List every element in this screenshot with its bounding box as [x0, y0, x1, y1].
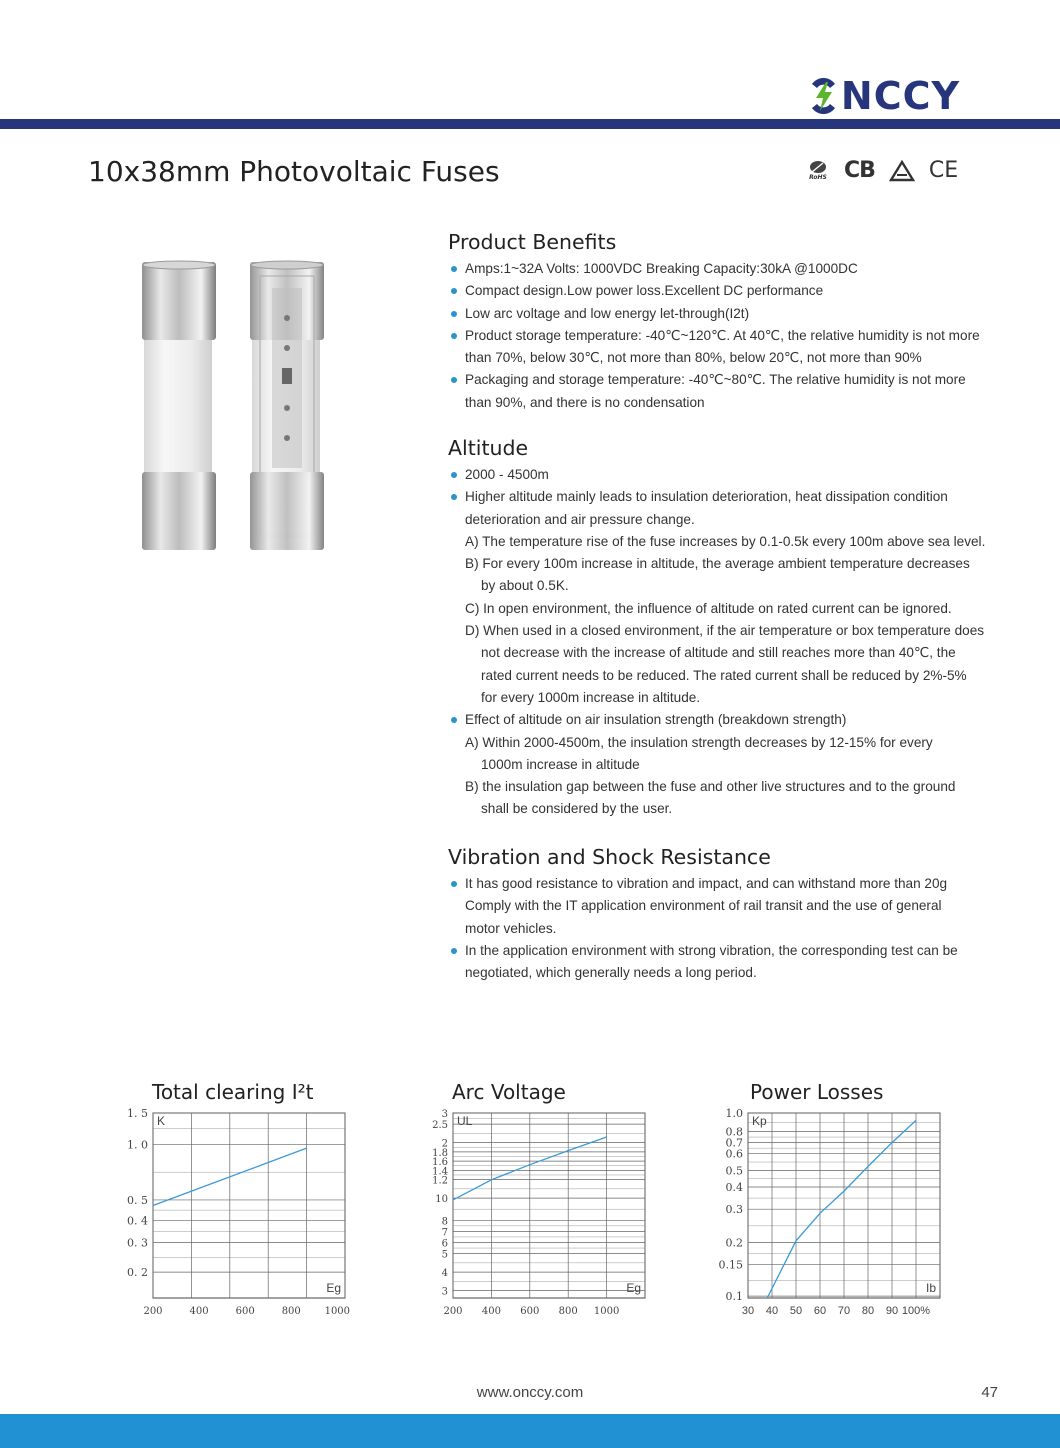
plot-frame [453, 1113, 645, 1298]
y-tick-label: 1.6 [432, 1157, 448, 1169]
benefits-list [448, 258, 1008, 414]
sub-item [448, 553, 985, 598]
y-tick-label: 7 [441, 1227, 448, 1239]
x-tick-label: 200 [443, 1306, 463, 1317]
sub-item-text: C) In open environment, the influence of altitude on rated current can be ignored. [465, 600, 952, 616]
lightning-bolt-icon [809, 78, 839, 114]
y-tick-label: 1. 0 [127, 1138, 148, 1152]
y-tick-label: 0.1 [725, 1290, 743, 1304]
y-tick-label: 8 [441, 1216, 448, 1228]
y-tick-label: 4 [441, 1268, 448, 1280]
list-item: Compact design.Low power loss.Excellent DC performance [448, 280, 1008, 302]
y-tick-label: 0.6 [725, 1147, 743, 1161]
x-tick-label: 40 [765, 1305, 779, 1317]
rohs-mark [806, 160, 830, 181]
y-tick-label: 0. 4 [127, 1214, 148, 1228]
list-item: It has good resistance to vibration and impact, and can withstand more than 20g Comply with the IT application environment of rail transit and the use of general motor vehicles. [448, 873, 975, 940]
triangle-cert-icon [889, 160, 915, 182]
y-tick-label: 0. 3 [127, 1236, 148, 1250]
x-tick-label: 600 [235, 1306, 255, 1317]
y-corner-label: K [157, 1114, 166, 1128]
y-tick-label: 10 [435, 1194, 448, 1206]
leaf-icon [809, 160, 827, 174]
chart-i2t [120, 1100, 350, 1320]
benefits-heading: Product Benefits [448, 230, 617, 254]
fuse-transparent [250, 261, 324, 550]
footer-url: www.onccy.com [476, 1384, 584, 1401]
sub-item-text: B) the insulation gap between the fuse and other live structures and to the ground shall be considered by the user. [465, 779, 956, 817]
y-tick-label: 1. 5 [127, 1107, 148, 1120]
y-tick-label: 0.4 [725, 1181, 743, 1194]
fuse-opaque [142, 261, 216, 550]
chart-title-power-losses: Power Losses [750, 1080, 884, 1104]
sub-item [448, 598, 1008, 620]
list-item: 2000 - 4500m [448, 464, 1008, 486]
list-item: Product storage temperature: -40℃~120℃. At 40℃, the relative humidity is not more than 70%, below 30℃, not more than 80%, below 20℃, not more than 90% [448, 325, 985, 370]
x-corner-label: Eg [626, 1281, 641, 1295]
y-corner-label: Kp [752, 1114, 767, 1128]
sub-item-text: D) When used in a closed environment, if the air temperature or box temperature does not decrease with the increase of altitude and still reaches more than 40℃, the rated current needs to be reduced. The rated current shall be reduced by 2%-5% for every 1000m increase in altitude. [465, 623, 985, 705]
y-tick-label: 0.2 [725, 1236, 743, 1250]
list-item: Low arc voltage and low energy let-through(I2t) [448, 303, 1008, 325]
vibration-heading: Vibration and Shock Resistance [448, 845, 771, 869]
x-tick-label: 1000 [324, 1306, 350, 1317]
chart-title-arc-voltage: Arc Voltage [452, 1080, 566, 1104]
fuse-product-photo [138, 258, 338, 558]
chart-arc-voltage [420, 1100, 650, 1320]
logo-text: NCCY [840, 74, 960, 118]
cb-mark: CB [844, 158, 875, 183]
y-tick-label: 0.8 [725, 1125, 743, 1139]
y-tick-label: 1.8 [432, 1147, 448, 1159]
ce-mark: CE [928, 158, 959, 183]
y-tick-label: 0. 5 [127, 1193, 148, 1207]
x-tick-label: 600 [520, 1306, 540, 1317]
x-tick-label: 70 [837, 1305, 851, 1317]
y-tick-label: 6 [441, 1238, 448, 1250]
x-corner-label: Ib [925, 1281, 936, 1295]
y-tick-label: 0.5 [725, 1164, 743, 1178]
y-tick-label: 2 [441, 1138, 448, 1150]
x-tick-label: 400 [481, 1306, 501, 1317]
sub-item-text: B) For every 100m increase in altitude, the average ambient temperature decreases by about 0.5K. [465, 556, 970, 594]
y-tick-label: 1.2 [432, 1175, 448, 1187]
rohs-label: RoHS [809, 174, 827, 181]
y-tick-label: 0. 2 [127, 1266, 148, 1280]
y-tick-label: 3 [441, 1286, 448, 1298]
x-tick-label: 90 [885, 1305, 899, 1317]
y-tick-label: 0.3 [725, 1203, 743, 1217]
sub-item [448, 732, 975, 777]
list-item: Effect of altitude on air insulation strength (breakdown strength) [448, 709, 1008, 731]
y-tick-label: 1.4 [432, 1166, 448, 1178]
sub-item [448, 776, 985, 821]
x-tick-label: 100% [901, 1305, 931, 1317]
x-tick-label: 80 [861, 1305, 875, 1317]
vibration-list [448, 873, 1008, 984]
footer-band [0, 1414, 1060, 1448]
brand-logo [809, 74, 960, 118]
altitude-list [448, 464, 1008, 821]
x-tick-label: 30 [741, 1305, 755, 1317]
x-corner-label: Eg [326, 1281, 341, 1295]
page-title: 10x38mm Photovoltaic Fuses [88, 155, 500, 188]
y-tick-label: 2.5 [432, 1120, 448, 1132]
y-tick-label: 0.7 [725, 1136, 743, 1150]
y-tick-label: 1.0 [725, 1107, 743, 1120]
sub-item [448, 620, 985, 709]
x-tick-label: 60 [813, 1305, 827, 1317]
header-band [0, 119, 1060, 129]
certification-marks [806, 158, 958, 183]
list-item: In the application environment with strong vibration, the corresponding test can be negotiated, which generally needs a long period. [448, 940, 985, 985]
x-tick-label: 800 [558, 1306, 578, 1317]
chart-title-i2t: Total clearing I²t [152, 1080, 314, 1104]
list-item: Higher altitude mainly leads to insulation deterioration, heat dissipation condition deterioration and air pressure change. [448, 486, 975, 531]
list-item: Amps:1~32A Volts: 1000VDC Breaking Capacity:30kA @1000DC [448, 258, 1008, 280]
x-tick-label: 1000 [593, 1306, 620, 1317]
page-number: 47 [981, 1384, 998, 1401]
x-tick-label: 200 [143, 1306, 163, 1317]
plot-frame [153, 1113, 345, 1298]
y-corner-label: UL [457, 1114, 473, 1128]
sub-item-text: A) The temperature rise of the fuse increases by 0.1-0.5k every 100m above sea level. [465, 533, 986, 549]
x-tick-label: 400 [189, 1306, 209, 1317]
list-item: Packaging and storage temperature: -40℃~80℃. The relative humidity is not more than 90%, and there is no condensation [448, 369, 985, 414]
altitude-heading: Altitude [448, 436, 529, 460]
x-tick-label: 50 [789, 1305, 803, 1317]
y-tick-label: 5 [441, 1249, 448, 1261]
sub-item-text: A) Within 2000-4500m, the insulation strength decreases by 12-15% for every 1000m increase in altitude [465, 734, 933, 772]
chart-power-losses [715, 1100, 965, 1320]
y-tick-label: 3 [441, 1109, 448, 1120]
x-tick-label: 800 [281, 1306, 301, 1317]
y-tick-label: 0.15 [718, 1258, 743, 1272]
sub-item [448, 531, 1008, 553]
